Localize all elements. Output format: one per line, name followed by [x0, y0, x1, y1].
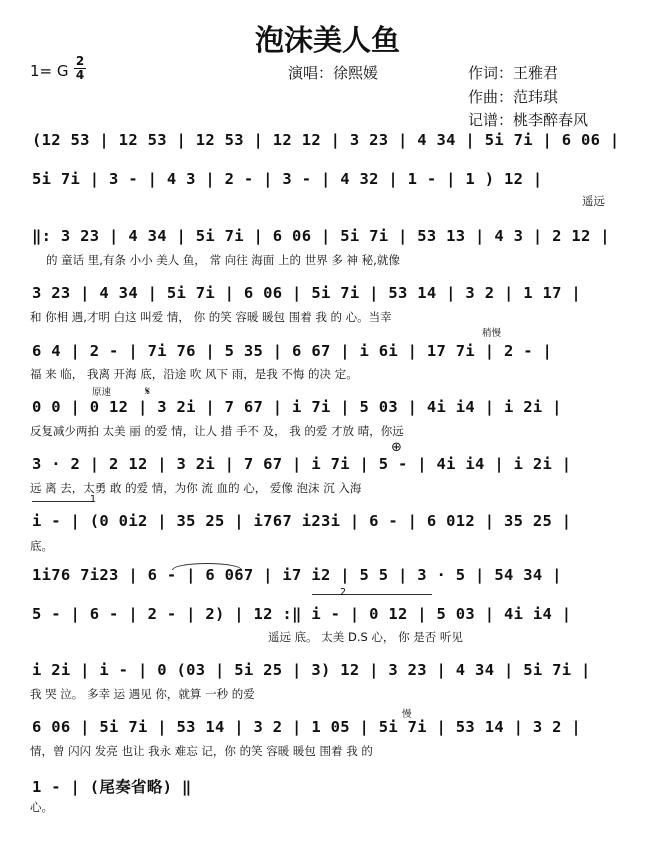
score-row-8: i - | (0 0i2 | 35 25 | i767 i23i | 6 - | 6 012 | 35 25 |: [32, 512, 572, 530]
composer: 作曲：范玮琪: [468, 88, 559, 106]
coda-icon: ⊕: [391, 440, 402, 455]
score-row-5: 6 4 | 2 - | 7i 76 | 5 35 | 6 67 | i 6i | 17 7i | 2 - |: [32, 342, 553, 360]
segno-icon: 𝄋: [145, 384, 151, 398]
volta-1-label: 1: [90, 494, 97, 505]
volta-1-bracket: [32, 501, 94, 502]
lyrics-row-4: 和 你相 遇,才明 白这 叫爱 情， 你 的笑 容暖 暖包 围着 我 的 心。当幸: [30, 310, 392, 324]
lyrics-row-2: 遥远: [582, 194, 605, 208]
lyrics-row-3: 的 童话 里,有条 小小 美人 鱼， 常 向往 海面 上的 世界 多 神 秘,就像: [46, 253, 400, 267]
score-row-11: i 2i | i - | 0 (03 | 5i 25 | 3) 12 | 3 23 | 4 34 | 5i 7i |: [32, 661, 591, 679]
lyrics-row-5: 福 来 临， 我离 开海 底，沿途 吹 风下 雨，是我 不悔 的决 定。: [30, 367, 358, 381]
time-sig-top: 2: [75, 54, 85, 68]
annotation-slow-gradually: 稍慢: [482, 328, 502, 339]
score-row-9: 1i76 7i23 | 6 - | 6 067 | i7 i2 | 5 5 | 3 · 5 | 54 34 |: [32, 566, 562, 584]
score-row-13: 1 - | (尾奏省略) ‖: [32, 778, 192, 796]
lyrics-row-7: 远 离 去，太勇 敢 的爱 情，为你 流 血的 心， 爱像 泡沫 沉 入海: [30, 481, 362, 495]
key-signature: 1= G: [30, 62, 69, 80]
lyrics-row-12: 情，曾 闪闪 发亮 也让 我永 难忘 记，你 的笑 容暖 暖包 围着 我 的: [30, 744, 373, 758]
lyrics-row-8: 底。: [30, 539, 53, 553]
score-row-3: ‖: 3 23 | 4 34 | 5i 7i | 6 06 | 5i 7i | 53 13 | 4 3 | 2 12 |: [32, 227, 610, 245]
volta-2-label: 2: [340, 587, 347, 598]
singer: 演唱：徐熙媛: [288, 64, 379, 82]
lyricist: 作词：王雅君: [468, 64, 559, 82]
song-title: 泡沫美人鱼: [254, 23, 400, 57]
score-row-4: 3 23 | 4 34 | 5i 7i | 6 06 | 5i 7i | 53 14 | 3 2 | 1 17 |: [32, 284, 582, 302]
lyrics-row-11: 我 哭 泣。 多幸 运 遇见 你，就算 一秒 的爱: [30, 687, 255, 701]
time-signature: [74, 56, 86, 81]
score-row-6: 0 0 | 0 12 | 3 2i | 7 67 | i 7i | 5 03 | 4i i4 | i 2i |: [32, 398, 562, 416]
score-row-2: 5i 7i | 3 - | 4 3 | 2 - | 3 - | 4 32 | 1 - | 1 ) 12 |: [32, 170, 543, 188]
score-row-7: 3 · 2 | 2 12 | 3 2i | 7 67 | i 7i | 5 - | 4i i4 | i 2i |: [32, 455, 572, 473]
score-row-12: 6 06 | 5i 7i | 53 14 | 3 2 | 1 05 | 5i 7i | 53 14 | 3 2 |: [32, 718, 582, 736]
volta-2-bracket: [312, 594, 432, 595]
annotation-slow: 慢: [402, 709, 412, 720]
transcriber: 记谱：桃李醉春风: [468, 111, 589, 129]
score-row-10: 5 - | 6 - | 2 - | 2) | 12 :‖ i - | 0 12 | 5 03 | 4i i4 |: [32, 605, 572, 623]
time-sig-bottom: 4: [75, 68, 85, 82]
annotation-original-speed: 原速: [92, 387, 112, 398]
lyrics-row-10: 遥远 底。 太美 D.S 心， 你 是否 听见: [268, 630, 463, 644]
score-row-1: (12 53 | 12 53 | 12 53 | 12 12 | 3 23 | 4 34 | 5i 7i | 6 06 |: [32, 131, 620, 149]
lyrics-row-6: 反复减少两拍 太美 丽 的爱 情，让人 措 手不 及， 我 的爱 才放 晴，你远: [30, 424, 404, 438]
lyrics-row-13: 心。: [30, 800, 53, 814]
